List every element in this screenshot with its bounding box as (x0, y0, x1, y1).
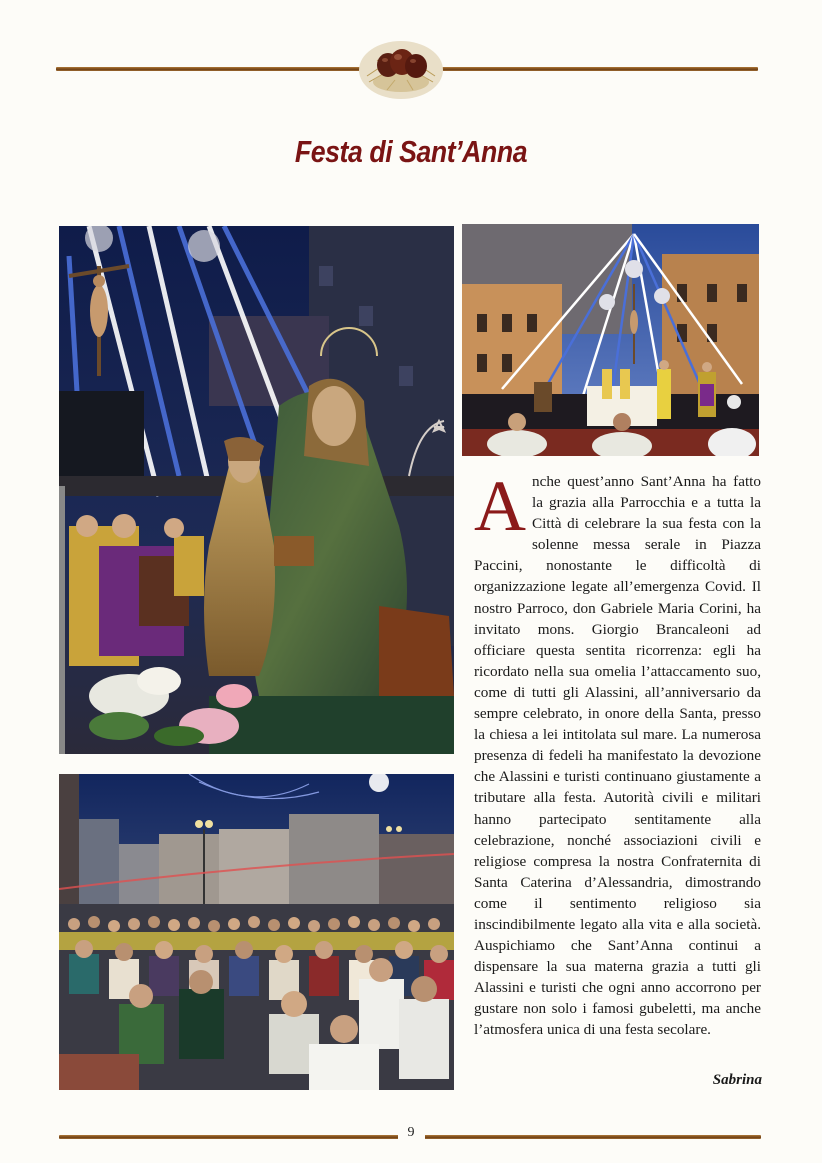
author-signature: Sabrina (712, 1072, 762, 1088)
article-body (474, 466, 761, 1041)
drop-cap: A (474, 466, 526, 546)
page-title: Festa di Sant’Anna (294, 134, 528, 169)
chestnut-ornament (357, 38, 445, 100)
header-rule-right (442, 67, 758, 71)
statue-photo (59, 226, 454, 754)
page-number: 9 (398, 1125, 425, 1140)
altar-photo (462, 224, 759, 456)
page-number-row (0, 1125, 822, 1141)
header-rule-left (56, 67, 360, 71)
article-text: nche quest’anno Sant’Anna ha fatto la grazia alla Parrocchia e a tutta la Città di celebrare la sua festa con la solenne messa serale in Piazza Paccini, nonostante le difficoltà di organizzazione legate all’emergenza Covid. Il nostro Parroco, don Gabriele Maria Corini, ha invitato mons. Giorgio Brancaleoni ad officiare questa sentita ricorrenza: egli ha ricordato nella sua omelia l’attaccamento suo, come di tutti gli Alassini, all’anniversario da sempre celebrato, in onore della Santa, presso la chiesa a lei intitolata sul mare. La numerosa presenza di fedeli ha manifestato la devozione che Alassini e turisti continuano giustamente a tributare alla festa. Autorità civili e militari hanno partecipato sentitamente alla celebrazione, nonché associazioni civili e religiose compresa la nostra Confraternita di Santa Caterina d’Alessandria, dimostrando come il sentimento religioso sia inscindibilmente legato alla vita e alla società. Auspichiamo che Sant’Anna continui a dispensare la sua materna grazia a tutti gli Alassini e turisti che ogni anno accorrono per gustare non solo i famosi gubeletti, ma anche l’atmosfera unica di una festa secolare. (474, 473, 761, 1039)
crowd-photo (59, 774, 454, 1090)
